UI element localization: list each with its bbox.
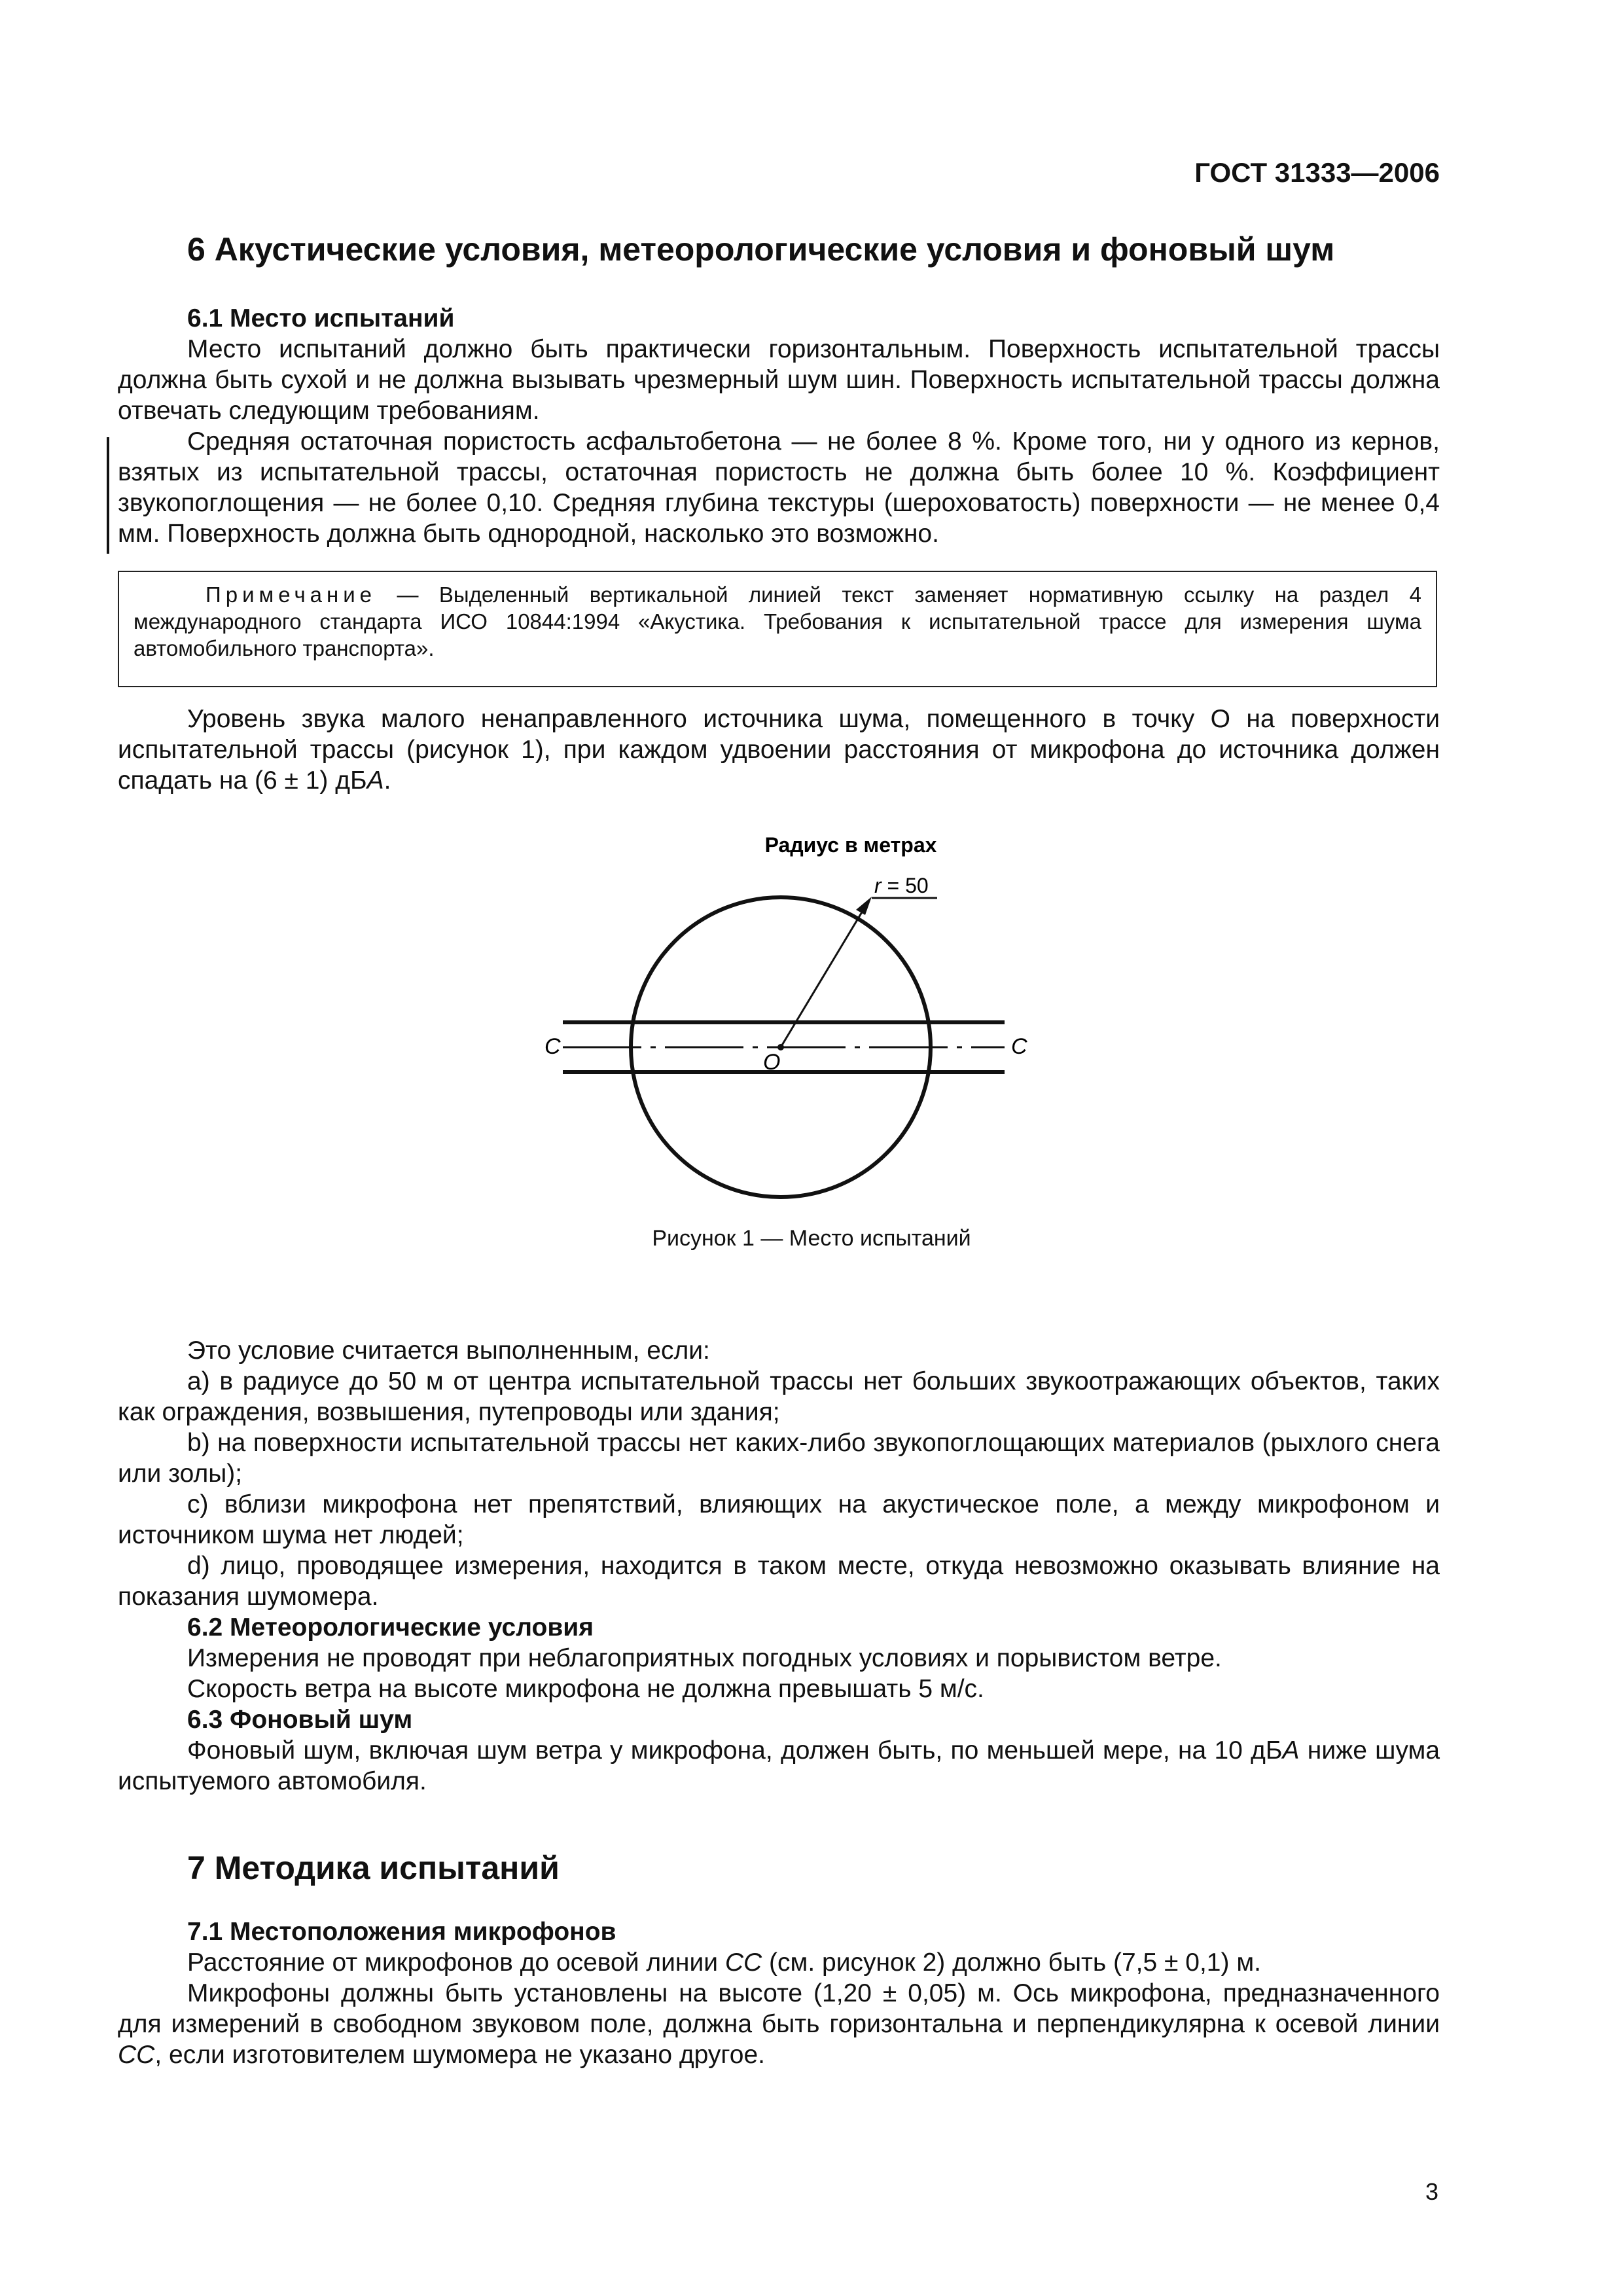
note-text: — Выделенный вертикальной линией текст заменяет нормативную ссылку на раздел 4 международного стандарта ИСО 10844:1994 «Акустика. Требования к испытательной трассе для измерения шума автомобильного транспорта». [134,583,1421,660]
paragraph-weather: Измерения не проводят при неблагоприятных погодных условиях и порывистом ветре. [187,1644,1222,1672]
section-6-2-title: 6.2 Метеорологические условия [187,1613,594,1641]
section-7-1-block [118,1916,1440,2070]
conditions-intro: Это условие считается выполненным, если: [187,1336,710,1365]
section-6-heading-block [118,230,1440,268]
paragraph-background-noise: Фоновый шум, включая шум ветра у микрофона, должен быть, по меньшей мере, на 10 дБА ниже шума испытуемого автомобиля. [118,1736,1440,1795]
condition-d: d) лицо, проводящее измерения, находится в таком месте, откуда невозможно оказывать влияние на показания шумомера. [118,1552,1440,1611]
radius-arrowhead [856,897,872,915]
note-label: Примечание [205,583,377,607]
condition-a: а) в радиусе до 50 м от центра испытательной трассы нет больших звукоотражающих объектов, таких как ограждения, возвышения, путепроводы или здания; [118,1367,1440,1426]
section-7-1-title: 7.1 Местоположения микрофонов [187,1918,616,1946]
section-7-heading-block [118,1849,1440,1887]
label-c-left: C [544,1034,561,1059]
condition-b: b) на поверхности испытательной трассы нет каких-либо звукопоглощающих материалов (рыхлого снега или золы); [118,1429,1440,1488]
figure-units-label: Радиус в метрах [764,833,937,857]
note-box [118,571,1437,687]
condition-c: с) вблизи микрофона нет препятствий, влияющих на акустическое поле, а между микрофоном и источником шума нет людей; [118,1490,1440,1549]
document-code: ГОСТ 31333—2006 [1194,157,1440,188]
paragraph-mic-distance: Расстояние от микрофонов до осевой линии СС (см. рисунок 2) должно быть (7,5 ± 0,1) м. [187,1948,1261,1977]
change-bar [107,437,109,554]
section-6-1-title: 6.1 Место испытаний [187,304,455,332]
paragraph-wind-speed: Скорость ветра на высоте микрофона не должна превышать 5 м/с. [187,1675,984,1703]
paragraph-mic-height: Микрофоны должны быть установлены на высоте (1,20 ± 0,05) м. Ось микрофона, предназначенного для измерений в свободном звуковом поле, должна быть горизонтальна и перпендикулярна к осевой линии СС, если изготовителем шумомера не указано другое. [118,1979,1440,2069]
section-6-title: 6 Акустические условия, метеорологические условия и фоновый шум [187,231,1335,268]
paragraph-porosity-requirements: Средняя остаточная пористость асфальтобетона — не более 8 %. Кроме того, ни у одного из кернов, взятых из испытательной трассы, остаточная пористость не должна быть более 10 %. Коэффициент звукопоглощения — не более 0,10. Средняя глубина текстуры (шероховатость) поверхности — не менее 0,4 мм. Поверхность должна быть однородной, насколько это возможно. [118,427,1440,548]
label-o-center: O [763,1050,781,1075]
conditions-block [118,1335,1440,1797]
section-7-title: 7 Методика испытаний [187,1850,560,1886]
label-c-right: C [1011,1034,1027,1059]
sound-level-paragraph-block [118,704,1440,796]
paragraph-sound-level: Уровень звука малого ненаправленного источника шума, помещенного в точку О на поверхности испытательной трассы (рисунок 1), при каждом удвоении расстояния от микрофона до источника должен спадать на (6 ± 1) дБА. [118,705,1440,795]
section-6-3-title: 6.3 Фоновый шум [187,1706,413,1734]
figure-test-site-diagram [524,825,1099,1230]
figure-caption: Рисунок 1 — Место испытаний [652,1226,971,1251]
section-6-1-block [118,303,1440,549]
paragraph-test-site-horizontal: Место испытаний должно быть практически горизонтальным. Поверхность испытательной трассы должна быть сухой и не должна вызывать чрезмерный шум шин. Поверхность испытательной трассы должна отвечать следующим требованиям. [118,335,1440,425]
radius-label: r = 50 [874,874,929,897]
radius-line [781,905,866,1047]
page-number: 3 [1425,2178,1438,2205]
